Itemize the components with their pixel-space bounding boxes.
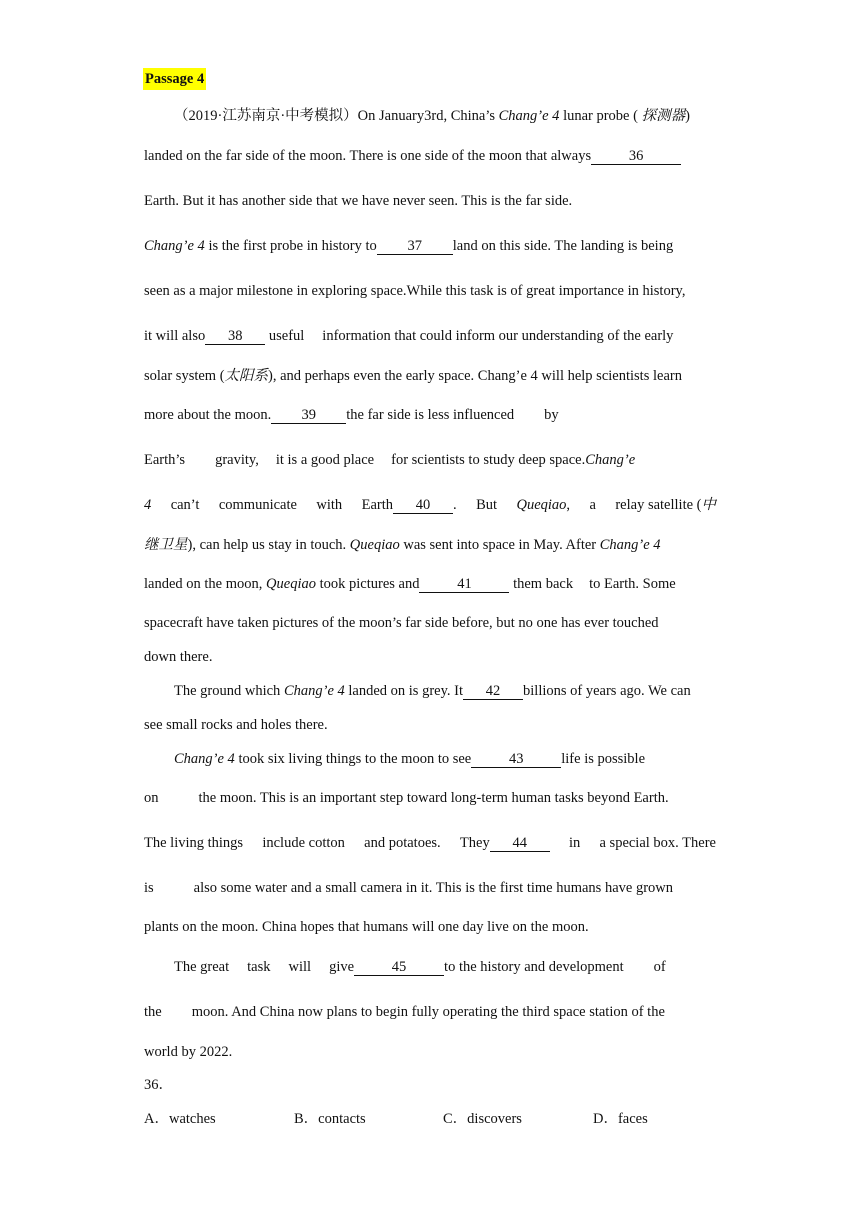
p3-line-3: The living things include cotton and potatoes. They 44 in a special box. There xyxy=(144,835,716,851)
passage-title: Passage 4 xyxy=(143,68,206,90)
p1-line-13: spacecraft have taken pictures of the moon’s far side before, but no one has ever touched xyxy=(144,615,659,631)
blank-41[interactable]: 41 xyxy=(419,577,509,593)
blank-43[interactable]: 43 xyxy=(471,752,561,768)
source-note: （2019·江苏南京·中考模拟） xyxy=(174,108,358,124)
p1-line-6: it will also 38 useful information that could inform our understanding of the early xyxy=(144,328,674,344)
p1-line-12: landed on the moon, Queqiao took pictures and 41 them back to Earth. Some xyxy=(144,576,676,592)
blank-36[interactable]: 36 xyxy=(591,149,681,165)
p4-line-1: The great task will give 45 to the history and development of xyxy=(174,959,666,975)
blank-42[interactable]: 42 xyxy=(463,684,523,700)
p1-line-10: 4 can’t communicate with Earth 40 . But Queqiao, a relay satellite (中 xyxy=(144,497,716,513)
option-d[interactable]: D．faces xyxy=(593,1111,648,1127)
p2-line-2: see small rocks and holes there. xyxy=(144,717,328,733)
option-b[interactable]: B．contacts xyxy=(294,1111,366,1127)
p1-line-2: landed on the far side of the moon. There is one side of the moon that always 36 xyxy=(144,147,716,165)
blank-39[interactable]: 39 xyxy=(271,408,346,424)
p1-line-5: seen as a major milestone in exploring space.While this task is of great importance in history, xyxy=(144,283,686,299)
p3-line-4: is also some water and a small camera in it. This is the first time humans have grown xyxy=(144,880,673,896)
p3-line-5: plants on the moon. China hopes that humans will one day live on the moon. xyxy=(144,919,589,935)
p1-line-1: （2019·江苏南京·中考模拟）On January3rd, China’s Chang’e 4 lunar probe ( 探测器) xyxy=(174,108,690,124)
blank-38[interactable]: 38 xyxy=(205,329,265,345)
p1-line-4: Chang’e 4 is the first probe in history to 37 land on this side. The landing is being xyxy=(144,238,674,254)
p1-line-3: Earth. But it has another side that we have never seen. This is the far side. xyxy=(144,193,573,209)
blank-45[interactable]: 45 xyxy=(354,960,444,976)
p3-line-1: Chang’e 4 took six living things to the moon to see 43 life is possible xyxy=(174,751,646,767)
p1-line-7: solar system (太阳系), and perhaps even the early space. Chang’e 4 will help scientists learn xyxy=(144,368,682,384)
option-a[interactable]: A．watches xyxy=(144,1111,216,1127)
p2-line-1: The ground which Chang’e 4 landed on is grey. It 42 billions of years ago. We can xyxy=(174,683,691,699)
p4-line-2: the moon. And China now plans to begin fully operating the third space station of the xyxy=(144,1004,665,1020)
p1-line-14: down there. xyxy=(144,649,213,665)
blank-40[interactable]: 40 xyxy=(393,498,453,514)
option-c[interactable]: C．discovers xyxy=(443,1111,522,1127)
p1-line-8: more about the moon. 39 the far side is less influenced by xyxy=(144,407,559,423)
p4-line-3: world by 2022. xyxy=(144,1044,233,1060)
blank-44[interactable]: 44 xyxy=(490,836,550,852)
p1-line-9: Earth’s gravity, it is a good place for scientists to study deep space.Chang’e xyxy=(144,452,636,468)
p3-line-2: on the moon. This is an important step toward long-term human tasks beyond Earth. xyxy=(144,790,669,806)
question-number: 36． xyxy=(144,1077,173,1093)
blank-37[interactable]: 37 xyxy=(377,239,453,255)
p1-line-11: 继卫星), can help us stay in touch. Queqiao was sent into space in May. After Chang’e 4 xyxy=(144,537,661,553)
